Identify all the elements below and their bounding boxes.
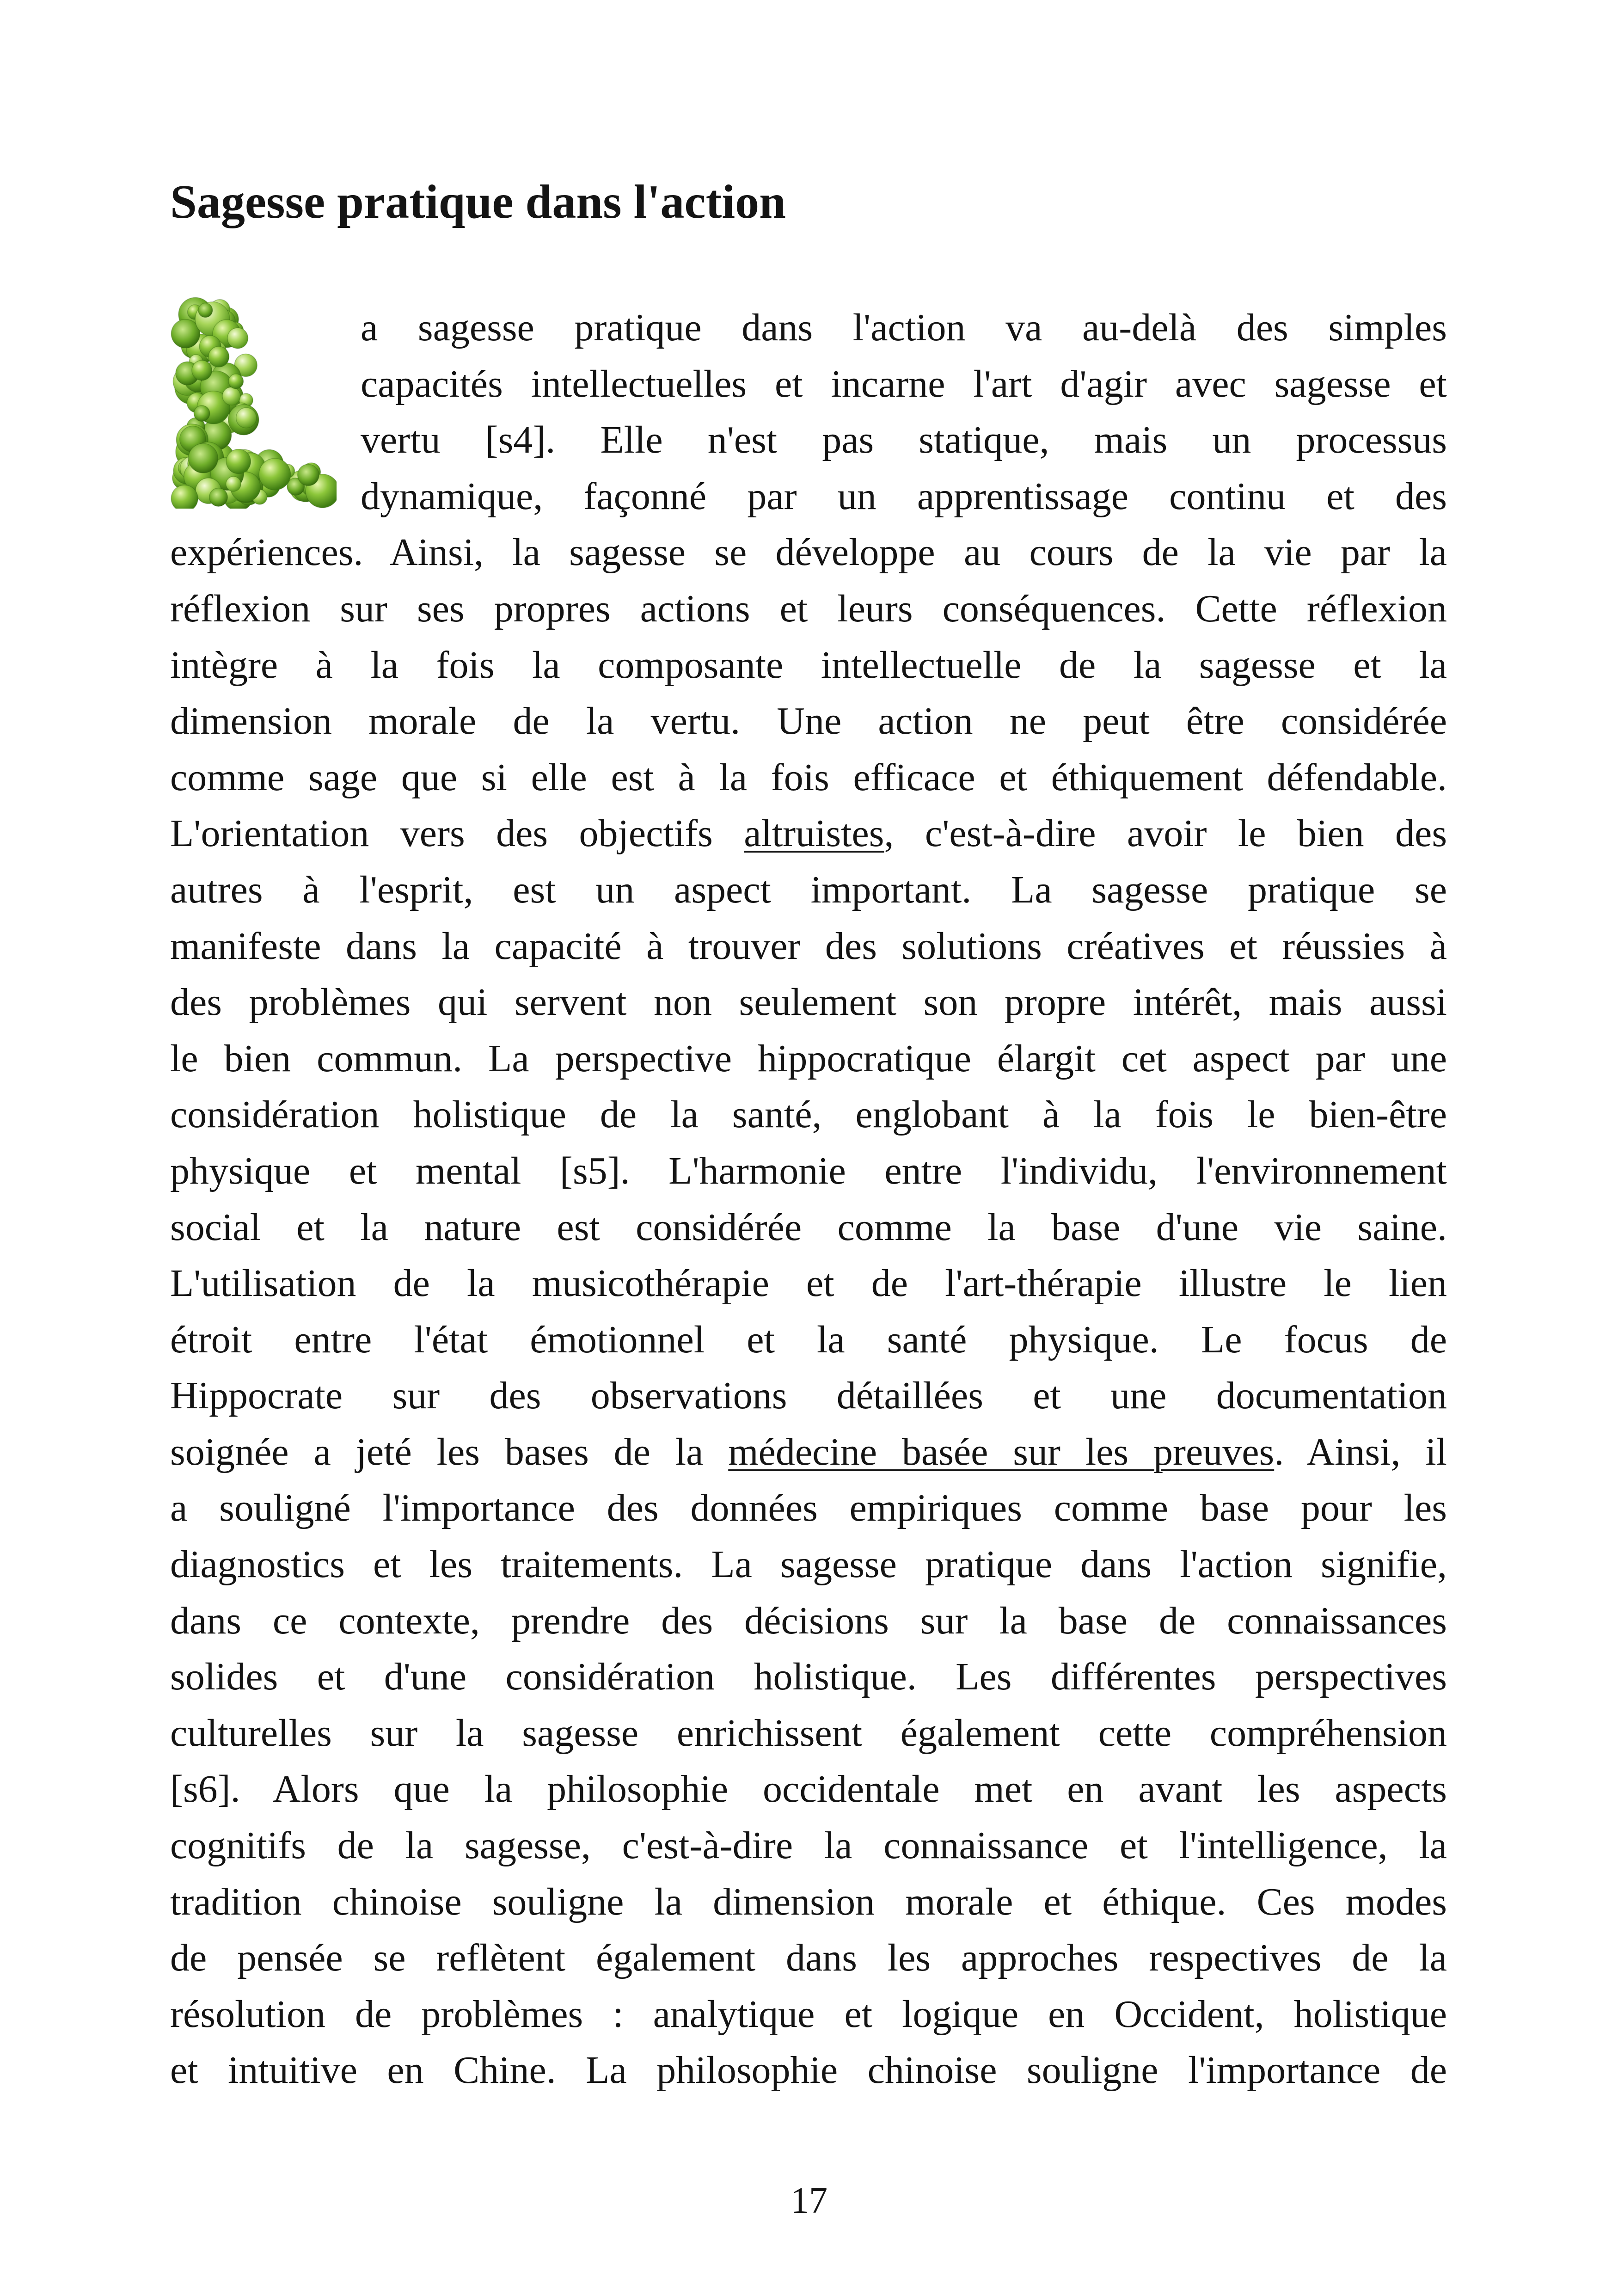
text-line: social et la nature est considérée comme la base d'une vie saine. <box>170 1205 1447 1249</box>
text-line: diagnostics et les traitements. La sagesse pratique dans l'action signifie, <box>170 1543 1447 1586</box>
text-segment: , c'est-à-dire avoir le bien des <box>884 812 1447 855</box>
text-line: le bien commun. La perspective hippocratique élargit cet aspect par une <box>170 1037 1447 1080</box>
page-number: 17 <box>791 2180 827 2221</box>
text-line: manifeste dans la capacité à trouver des solutions créatives et réussies à <box>170 924 1447 968</box>
text-line: physique et mental [s5]. L'harmonie entre l'individu, l'environnement <box>170 1149 1447 1192</box>
text-line: capacités intellectuelles et incarne l'art d'agir avec sagesse et <box>361 362 1447 405</box>
text-line: expériences. Ainsi, la sagesse se développe au cours de la vie par la <box>170 531 1447 574</box>
text-line: [s6]. Alors que la philosophie occidentale met en avant les aspects <box>170 1768 1447 1811</box>
text-line: réflexion sur ses propres actions et leurs conséquences. Cette réflexion <box>170 587 1447 630</box>
page-title: Sagesse pratique dans l'action <box>170 175 786 228</box>
text-line: Hippocrate sur des observations détaillées et une documentation <box>170 1374 1447 1418</box>
text-line: comme sage que si elle est à la fois efficace et éthiquement défendable. <box>170 755 1447 799</box>
body-paragraph <box>170 300 1447 2099</box>
text-line: dimension morale de la vertu. Une action ne peut être considérée <box>170 700 1447 743</box>
text-line <box>170 1424 1447 1480</box>
text-line: cognitifs de la sagesse, c'est-à-dire la connaissance et l'intelligence, la <box>170 1824 1447 1867</box>
text-line: a sagesse pratique dans l'action va au-delà des simples <box>361 306 1447 349</box>
text-line <box>170 805 1447 862</box>
text-line: tradition chinoise souligne la dimension morale et éthique. Ces modes <box>170 1880 1447 1923</box>
text-segment: . Ainsi, il <box>1274 1430 1447 1473</box>
text-line: culturelles sur la sagesse enrichissent également cette compréhension <box>170 1711 1447 1755</box>
text-line: vertu [s4]. Elle n'est pas statique, mais un processus <box>361 418 1447 462</box>
text-line: L'utilisation de la musicothérapie et de l'art-thérapie illustre le lien <box>170 1262 1447 1305</box>
underlined-link[interactable]: médecine basée sur les preuves <box>728 1430 1275 1473</box>
text-line: et intuitive en Chine. La philosophie chinoise souligne l'importance de <box>170 2049 1447 2092</box>
text-line: solides et d'une considération holistique. Les différentes perspectives <box>170 1655 1447 1699</box>
text-segment: soignée a jeté les bases de la <box>170 1430 729 1473</box>
text-line: considération holistique de la santé, englobant à la fois le bien-être <box>170 1093 1447 1136</box>
text-line: de pensée se reflètent également dans les approches respectives de la <box>170 1936 1447 1980</box>
text-line: intègre à la fois la composante intellectuelle de la sagesse et la <box>170 643 1447 687</box>
text-line: a souligné l'importance des données empiriques comme base pour les <box>170 1486 1447 1530</box>
text-line: des problèmes qui servent non seulement son propre intérêt, mais aussi <box>170 981 1447 1024</box>
text-line: résolution de problèmes : analytique et logique en Occident, holistique <box>170 1992 1447 2036</box>
text-line: autres à l'esprit, est un aspect important. La sagesse pratique se <box>170 868 1447 911</box>
text-line: dans ce contexte, prendre des décisions sur la base de connaissances <box>170 1599 1447 1642</box>
text-segment: L'orientation vers des objectifs <box>170 812 744 855</box>
text-line: dynamique, façonné par un apprentissage continu et des <box>361 474 1447 518</box>
underlined-link[interactable]: altruistes <box>744 812 884 855</box>
text-line: étroit entre l'état émotionnel et la santé physique. Le focus de <box>170 1318 1447 1361</box>
